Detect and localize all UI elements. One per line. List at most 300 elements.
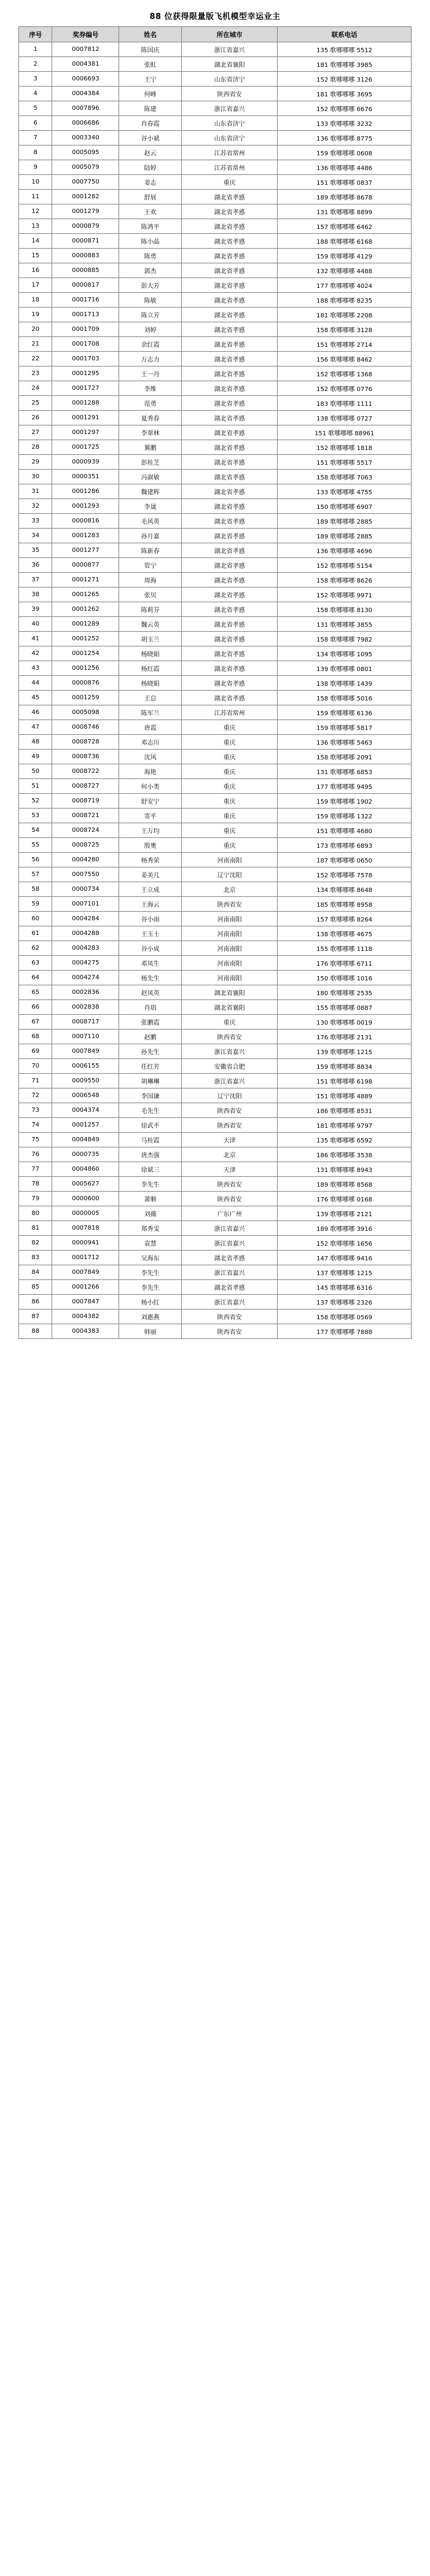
row-city: 浙江省嘉兴 [182,101,278,116]
table-row [19,1044,412,1059]
row-ticket-code: 0004849 [52,1133,119,1147]
column-header-index: 序号 [19,27,52,42]
row-ticket-code: 0004275 [52,956,119,971]
row-name: 陈鸿平 [119,219,182,234]
row-phone: 158 歌哪哪哪 2091 [278,750,412,764]
row-city: 湖北省孝感 [182,249,278,263]
table-row [19,219,412,234]
row-index: 43 [19,661,52,676]
row-index: 53 [19,809,52,823]
row-ticket-code: 0001254 [52,646,119,661]
row-phone: 158 歌哪哪哪 8130 [278,602,412,617]
row-index: 15 [19,249,52,263]
row-index: 77 [19,1162,52,1177]
row-name: 陈立芳 [119,308,182,322]
row-name: 赵凤英 [119,985,182,1000]
row-index: 10 [19,175,52,190]
row-index: 11 [19,190,52,204]
row-ticket-code: 0000877 [52,558,119,573]
row-ticket-code: 0005627 [52,1177,119,1192]
row-index: 6 [19,116,52,131]
row-index: 74 [19,1118,52,1133]
row-phone: 138 歌哪哪哪 0727 [278,411,412,425]
row-phone: 158 歌哪哪哪 7063 [278,470,412,484]
row-phone: 177 歌哪哪哪 7888 [278,1324,412,1339]
row-phone: 183 歌哪哪哪 1111 [278,396,412,411]
row-index: 7 [19,131,52,145]
row-name: 王宁 [119,72,182,87]
row-index: 76 [19,1147,52,1162]
table-row [19,1251,412,1265]
row-name: 李先生 [119,1265,182,1280]
table-row [19,632,412,646]
row-index: 63 [19,956,52,971]
table-row [19,1030,412,1044]
row-ticket-code: 0004383 [52,1324,119,1339]
row-index: 1 [19,42,52,57]
row-name: 谷小成 [119,941,182,956]
table-row [19,131,412,145]
table-row [19,160,412,175]
row-name: 谷小雨 [119,912,182,926]
row-ticket-code: 0004860 [52,1162,119,1177]
row-name: 邓志川 [119,735,182,750]
row-index: 60 [19,912,52,926]
row-name: 徐斌三 [119,1162,182,1177]
row-city: 江苏省常州 [182,160,278,175]
row-city: 天津 [182,1133,278,1147]
row-index: 21 [19,337,52,352]
table-row [19,705,412,720]
table-body [19,42,412,1339]
table-row [19,1118,412,1133]
row-index: 52 [19,794,52,809]
row-ticket-code: 0001291 [52,411,119,425]
row-name: 万志力 [119,352,182,367]
row-city: 湖北省孝感 [182,425,278,440]
row-city: 江苏省常州 [182,145,278,160]
row-ticket-code: 0004374 [52,1103,119,1118]
row-index: 37 [19,573,52,588]
row-index: 3 [19,72,52,87]
row-city: 重庆 [182,779,278,794]
row-city: 浙江省嘉兴 [182,42,278,57]
row-index: 62 [19,941,52,956]
table-row [19,204,412,219]
row-name: 刘惠燕 [119,1309,182,1324]
row-city: 湖北省孝感 [182,646,278,661]
row-index: 38 [19,588,52,602]
row-ticket-code: 0000351 [52,470,119,484]
table-row [19,882,412,897]
row-ticket-code: 0000939 [52,455,119,470]
row-phone: 157 歌哪哪哪 6462 [278,219,412,234]
row-city: 重庆 [182,175,278,190]
row-index: 86 [19,1295,52,1309]
row-city: 湖北省孝感 [182,263,278,278]
row-city: 河南南阳 [182,956,278,971]
row-phone: 152 歌哪哪哪 0776 [278,381,412,396]
table-row [19,514,412,529]
row-city: 湖北省孝感 [182,219,278,234]
row-ticket-code: 0008724 [52,823,119,838]
table-row [19,676,412,691]
table-row [19,838,412,853]
row-city: 重庆 [182,750,278,764]
row-city: 陕西省安 [182,1030,278,1044]
table-row [19,794,412,809]
row-index: 75 [19,1133,52,1147]
row-ticket-code: 0004283 [52,941,119,956]
row-city: 河南南阳 [182,941,278,956]
table-row [19,440,412,455]
table-row [19,941,412,956]
row-ticket-code: 0007849 [52,1265,119,1280]
row-index: 32 [19,499,52,514]
row-name: 杨红霞 [119,661,182,676]
row-index: 30 [19,470,52,484]
row-phone: 151 歌哪哪哪 4889 [278,1088,412,1103]
table-row [19,396,412,411]
table-row [19,735,412,750]
table-row [19,602,412,617]
row-phone: 130 歌哪哪哪 0019 [278,1015,412,1030]
row-phone: 133 歌哪哪哪 4755 [278,484,412,499]
row-city: 湖北省孝感 [182,632,278,646]
row-city: 陕西省安 [182,1177,278,1192]
row-ticket-code: 0000879 [52,219,119,234]
row-phone: 159 歌哪哪哪 1902 [278,794,412,809]
row-phone: 186 歌哪哪哪 8531 [278,1103,412,1118]
row-ticket-code: 0007818 [52,1221,119,1236]
row-name: 毛先生 [119,1103,182,1118]
row-city: 湖北省孝感 [182,1251,278,1265]
table-row [19,926,412,941]
row-ticket-code: 0007812 [52,42,119,57]
row-index: 70 [19,1059,52,1074]
row-ticket-code: 0006548 [52,1088,119,1103]
table-row [19,352,412,367]
row-ticket-code: 0004384 [52,87,119,101]
table-row [19,529,412,543]
row-name: 萧顺 [119,1192,182,1206]
row-city: 湖北省孝感 [182,499,278,514]
row-name: 刘薇 [119,1206,182,1221]
row-phone: 139 歌哪哪哪 2121 [278,1206,412,1221]
table-row [19,337,412,352]
row-phone: 135 歌哪哪哪 5512 [278,42,412,57]
row-phone: 151 歌哪哪哪 2714 [278,337,412,352]
table-row [19,101,412,116]
row-name: 管宁 [119,558,182,573]
row-phone: 158 歌哪哪哪 0569 [278,1309,412,1324]
row-phone: 176 歌哪哪哪 0168 [278,1192,412,1206]
row-ticket-code: 0000816 [52,514,119,529]
row-phone: 152 歌哪哪哪 3126 [278,72,412,87]
table-row [19,234,412,249]
row-city: 安徽省合肥 [182,1059,278,1074]
table-row [19,116,412,131]
row-ticket-code: 0001727 [52,381,119,396]
row-phone: 155 歌哪哪哪 0887 [278,1000,412,1015]
row-name: 王万均 [119,823,182,838]
row-ticket-code: 0001257 [52,1118,119,1133]
row-name: 舒安宁 [119,794,182,809]
row-name: 余红霞 [119,337,182,352]
row-ticket-code: 0004274 [52,971,119,985]
row-city: 湖北省孝感 [182,396,278,411]
table-row [19,322,412,337]
row-ticket-code: 0005095 [52,145,119,160]
row-index: 34 [19,529,52,543]
row-phone: 151 歌哪哪哪 5517 [278,455,412,470]
row-name: 王总 [119,691,182,705]
row-ticket-code: 0008725 [52,838,119,853]
row-ticket-code: 0004288 [52,926,119,941]
row-city: 浙江省嘉兴 [182,1074,278,1088]
row-index: 42 [19,646,52,661]
row-name: 姜志 [119,175,182,190]
row-index: 8 [19,145,52,160]
row-ticket-code: 0004382 [52,1309,119,1324]
row-index: 23 [19,367,52,381]
row-city: 湖北省孝感 [182,190,278,204]
table-row [19,1206,412,1221]
row-name: 沈风 [119,750,182,764]
table-row [19,1059,412,1074]
row-city: 湖北省孝感 [182,204,278,219]
row-name: 陈小晶 [119,234,182,249]
row-ticket-code: 0008721 [52,809,119,823]
row-phone: 137 歌哪哪哪 1215 [278,1265,412,1280]
row-index: 46 [19,705,52,720]
row-index: 54 [19,823,52,838]
row-name: 王立成 [119,882,182,897]
row-index: 66 [19,1000,52,1015]
row-name: 杨晓娟 [119,646,182,661]
row-phone: 187 歌哪哪哪 0650 [278,853,412,867]
row-phone: 134 歌哪哪哪 8648 [278,882,412,897]
row-ticket-code: 0007110 [52,1030,119,1044]
row-name: 吴海东 [119,1251,182,1265]
row-phone: 181 歌哪哪哪 2208 [278,308,412,322]
row-phone: 136 歌哪哪哪 4486 [278,160,412,175]
row-ticket-code: 0007750 [52,175,119,190]
row-index: 25 [19,396,52,411]
row-city: 陕西省安 [182,1192,278,1206]
row-phone: 151 歌哪哪哪 6198 [278,1074,412,1088]
row-name: 何小类 [119,779,182,794]
row-name: 彭桂芝 [119,455,182,470]
row-city: 湖北省孝感 [182,440,278,455]
row-phone: 152 歌哪哪哪 1368 [278,367,412,381]
row-index: 59 [19,897,52,912]
row-phone: 136 歌哪哪哪 8775 [278,131,412,145]
table-row [19,72,412,87]
row-index: 26 [19,411,52,425]
row-city: 湖北省孝感 [182,543,278,558]
column-header-ticket-code: 奖券编号 [52,27,119,42]
row-phone: 177 歌哪哪哪 4024 [278,278,412,293]
row-city: 湖北省孝感 [182,691,278,705]
row-name: 陈新春 [119,543,182,558]
row-phone: 132 歌哪哪哪 4488 [278,263,412,278]
row-index: 55 [19,838,52,853]
row-city: 重庆 [182,1015,278,1030]
row-ticket-code: 0007849 [52,1044,119,1059]
table-row [19,1162,412,1177]
row-ticket-code: 0008736 [52,750,119,764]
row-ticket-code: 0001716 [52,293,119,308]
row-phone: 151 歌哪哪哪 88961 [278,425,412,440]
row-city: 广东广州 [182,1206,278,1221]
row-name: 张鹏霞 [119,1015,182,1030]
table-row [19,588,412,602]
table-row [19,278,412,293]
row-name: 陆婷 [119,160,182,175]
table-row [19,956,412,971]
row-index: 45 [19,691,52,705]
table-row [19,145,412,160]
row-ticket-code: 0004284 [52,912,119,926]
table-row [19,293,412,308]
row-phone: 188 歌哪哪哪 6168 [278,234,412,249]
row-name: 海艳 [119,764,182,779]
row-index: 84 [19,1265,52,1280]
row-index: 35 [19,543,52,558]
table-row [19,1265,412,1280]
row-index: 81 [19,1221,52,1236]
row-city: 江苏省常州 [182,705,278,720]
row-city: 重庆 [182,764,278,779]
row-index: 64 [19,971,52,985]
row-index: 72 [19,1088,52,1103]
row-phone: 139 歌哪哪哪 0801 [278,661,412,676]
row-ticket-code: 0001286 [52,484,119,499]
row-ticket-code: 0001282 [52,190,119,204]
table-row [19,263,412,278]
row-index: 41 [19,632,52,646]
table-row [19,764,412,779]
row-phone: 152 歌哪哪哪 1818 [278,440,412,455]
row-city: 重庆 [182,823,278,838]
row-ticket-code: 0001725 [52,440,119,455]
row-ticket-code: 0002836 [52,985,119,1000]
table-row [19,1236,412,1251]
row-phone: 155 歌哪哪哪 1118 [278,941,412,956]
row-ticket-code: 0000735 [52,1147,119,1162]
row-city: 湖北省孝感 [182,558,278,573]
row-ticket-code: 0008746 [52,720,119,735]
row-city: 重庆 [182,735,278,750]
row-city: 湖北省孝感 [182,484,278,499]
row-ticket-code: 0000600 [52,1192,119,1206]
row-ticket-code: 0001712 [52,1251,119,1265]
row-city: 湖北省襄阳 [182,57,278,72]
row-ticket-code: 0001283 [52,529,119,543]
row-name: 王玉士 [119,926,182,941]
row-name: 魏建辉 [119,484,182,499]
row-name: 张虹 [119,57,182,72]
row-index: 5 [19,101,52,116]
row-ticket-code: 0001271 [52,573,119,588]
row-index: 69 [19,1044,52,1059]
row-ticket-code: 0001256 [52,661,119,676]
row-ticket-code: 0003340 [52,131,119,145]
row-ticket-code: 0008719 [52,794,119,809]
table-row [19,190,412,204]
row-phone: 152 歌哪哪哪 5154 [278,558,412,573]
table-row [19,809,412,823]
row-name: 李翠林 [119,425,182,440]
table-row [19,750,412,764]
row-index: 20 [19,322,52,337]
row-city: 湖北省孝感 [182,529,278,543]
row-index: 16 [19,263,52,278]
row-phone: 186 歌哪哪哪 3538 [278,1147,412,1162]
row-name: 孙先生 [119,1044,182,1059]
row-name: 马桂霞 [119,1133,182,1147]
row-city: 湖北省孝感 [182,293,278,308]
row-ticket-code: 0006155 [52,1059,119,1074]
row-name: 陈国庆 [119,42,182,57]
row-ticket-code: 0008727 [52,779,119,794]
row-ticket-code: 0001297 [52,425,119,440]
row-city: 浙江省嘉兴 [182,1044,278,1059]
row-name: 李先生 [119,1280,182,1295]
row-ticket-code: 0004381 [52,57,119,72]
row-phone: 135 歌哪哪哪 6592 [278,1133,412,1147]
row-ticket-code: 0000941 [52,1236,119,1251]
row-ticket-code: 0004280 [52,853,119,867]
row-phone: 133 歌哪哪哪 3232 [278,116,412,131]
row-name: 唐杰强 [119,1147,182,1162]
winners-table [18,26,412,1339]
row-index: 49 [19,750,52,764]
row-name: 夏秀春 [119,411,182,425]
row-phone: 159 歌哪哪哪 6136 [278,705,412,720]
row-city: 辽宁沈阳 [182,1088,278,1103]
row-name: 何峰 [119,87,182,101]
table-row [19,823,412,838]
row-city: 浙江省嘉兴 [182,1265,278,1280]
row-ticket-code: 0006686 [52,116,119,131]
row-name: 王海云 [119,897,182,912]
row-name: 杨晓娟 [119,676,182,691]
row-index: 73 [19,1103,52,1118]
row-ticket-code: 0005098 [52,705,119,720]
row-index: 17 [19,278,52,293]
row-city: 重庆 [182,838,278,853]
row-phone: 150 歌哪哪哪 1016 [278,971,412,985]
row-ticket-code: 0000885 [52,263,119,278]
row-ticket-code: 0000883 [52,249,119,263]
row-name: 王一丹 [119,367,182,381]
row-ticket-code: 0007896 [52,101,119,116]
row-city: 陕西省安 [182,87,278,101]
row-index: 22 [19,352,52,367]
row-city: 湖北省孝感 [182,661,278,676]
row-name: 舒展 [119,190,182,204]
row-phone: 134 歌哪哪哪 1095 [278,646,412,661]
row-city: 山东省济宁 [182,131,278,145]
table-row [19,646,412,661]
row-name: 徐武不 [119,1118,182,1133]
row-ticket-code: 0008722 [52,764,119,779]
table-row [19,411,412,425]
table-row [19,249,412,263]
row-phone: 181 歌哪哪哪 3985 [278,57,412,72]
